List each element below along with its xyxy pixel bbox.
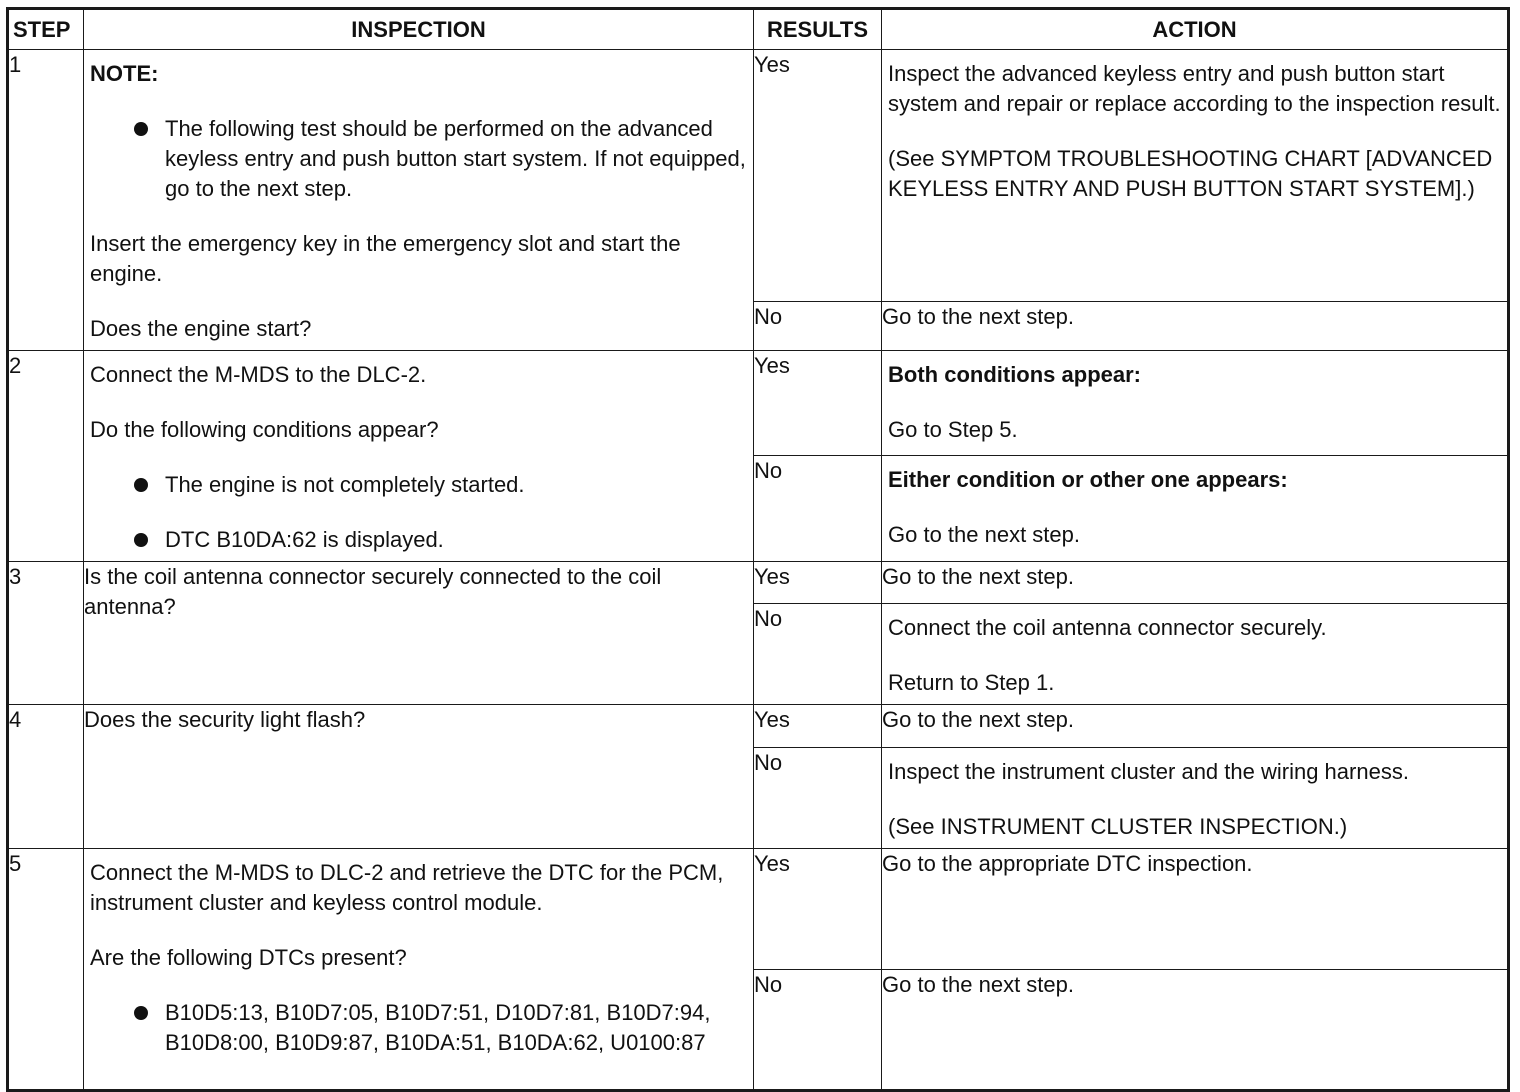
step-4-no-action-reference: (See INSTRUMENT CLUSTER INSPECTION.) xyxy=(888,814,1348,839)
step-1-no-action: Go to the next step. xyxy=(882,301,1509,351)
step-2-inspection xyxy=(84,351,754,562)
list-item xyxy=(134,998,747,1058)
step-2-condition-list xyxy=(90,470,747,555)
step-1-yes-action-reference: (See SYMPTOM TROUBLESHOOTING CHART [ADVANCED KEYLESS ENTRY AND PUSH BUTTON START SYSTEM].) xyxy=(888,146,1493,201)
step-5-no-result: No xyxy=(754,970,882,1091)
step-4-no-result: No xyxy=(754,748,882,849)
list-item xyxy=(134,114,747,204)
step-3-no-action-return: Return to Step 1. xyxy=(888,670,1055,695)
step-2-condition-2: DTC B10DA:62 is displayed. xyxy=(165,527,444,552)
step-1-note-text: The following test should be performed on the advanced keyless entry and push button start system. If not equipped, go to the next step. xyxy=(165,116,746,201)
step-5-inspection xyxy=(84,849,754,1091)
header-action: ACTION xyxy=(882,9,1509,50)
step-1-yes-action xyxy=(882,50,1509,302)
step-4-yes-row xyxy=(8,705,1509,748)
step-2-no-action-heading: Either condition or other one appears: xyxy=(888,466,1288,492)
step-5-no-action: Go to the next step. xyxy=(882,970,1509,1091)
step-4-inspection: Does the security light flash? xyxy=(84,705,754,849)
step-2-question: Do the following conditions appear? xyxy=(90,417,439,442)
step-1-no-result: No xyxy=(754,301,882,351)
step-2-instruction: Connect the M-MDS to the DLC-2. xyxy=(90,362,427,387)
header-results: RESULTS xyxy=(754,9,882,50)
step-1-note-list xyxy=(90,114,747,204)
step-1-inspection xyxy=(84,50,754,351)
step-5-number: 5 xyxy=(8,849,84,1091)
step-2-no-result: No xyxy=(754,455,882,561)
header-inspection: INSPECTION xyxy=(84,9,754,50)
step-4-no-action-text: Inspect the instrument cluster and the wiring harness. xyxy=(888,759,1409,784)
troubleshooting-document xyxy=(6,7,1507,1076)
step-5-yes-action: Go to the appropriate DTC inspection. xyxy=(882,849,1509,970)
step-3-no-result: No xyxy=(754,604,882,705)
step-2-yes-action-text: Go to Step 5. xyxy=(888,417,1018,442)
step-1-instruction: Insert the emergency key in the emergency slot and start the engine. xyxy=(90,231,681,286)
list-item xyxy=(134,525,747,555)
step-5-yes-result: Yes xyxy=(754,849,882,970)
step-2-no-action-text: Go to the next step. xyxy=(888,521,1081,547)
step-4-yes-result: Yes xyxy=(754,705,882,748)
step-3-no-action xyxy=(882,604,1509,705)
step-1-note-label: NOTE: xyxy=(90,61,159,86)
bullet-icon xyxy=(134,533,148,547)
step-3-yes-action: Go to the next step. xyxy=(882,562,1509,604)
step-4-no-action xyxy=(882,748,1509,849)
step-3-no-action-text: Connect the coil antenna connector securely. xyxy=(888,615,1327,640)
step-5-question: Are the following DTCs present? xyxy=(90,945,407,970)
step-5-dtc-codes: B10D5:13, B10D7:05, B10D7:51, D10D7:81, B10D7:94, B10D8:00, B10D9:87, B10DA:51, B10DA:62, U0100:87 xyxy=(165,1000,711,1055)
step-2-yes-action xyxy=(882,351,1509,456)
step-3-yes-result: Yes xyxy=(754,562,882,604)
step-2-yes-row xyxy=(8,351,1509,456)
step-2-condition-1: The engine is not completely started. xyxy=(165,472,525,497)
step-2-number: 2 xyxy=(8,351,84,562)
troubleshooting-table xyxy=(6,7,1510,1092)
step-4-number: 4 xyxy=(8,705,84,849)
header-step: STEP xyxy=(8,9,84,50)
step-2-no-action xyxy=(882,455,1509,561)
step-3-number: 3 xyxy=(8,562,84,705)
step-2-yes-action-heading: Both conditions appear: xyxy=(888,362,1141,387)
step-1-yes-row xyxy=(8,50,1509,302)
list-item xyxy=(134,470,747,500)
step-4-yes-action: Go to the next step. xyxy=(882,705,1509,748)
step-2-yes-result: Yes xyxy=(754,351,882,456)
bullet-icon xyxy=(134,1006,148,1020)
step-5-yes-row xyxy=(8,849,1509,970)
step-5-dtc-list xyxy=(90,998,747,1058)
step-3-inspection: Is the coil antenna connector securely connected to the coil antenna? xyxy=(84,562,754,705)
step-1-yes-action-text: Inspect the advanced keyless entry and push button start system and repair or replace according to the inspection result. xyxy=(888,61,1501,116)
step-1-yes-result: Yes xyxy=(754,50,882,302)
step-5-instruction: Connect the M-MDS to DLC-2 and retrieve the DTC for the PCM, instrument cluster and keyless control module. xyxy=(90,860,724,915)
step-1-question: Does the engine start? xyxy=(90,316,312,341)
step-3-yes-row xyxy=(8,562,1509,604)
bullet-icon xyxy=(134,478,148,492)
step-1-number: 1 xyxy=(8,50,84,351)
bullet-icon xyxy=(134,122,148,136)
header-row xyxy=(8,9,1509,50)
